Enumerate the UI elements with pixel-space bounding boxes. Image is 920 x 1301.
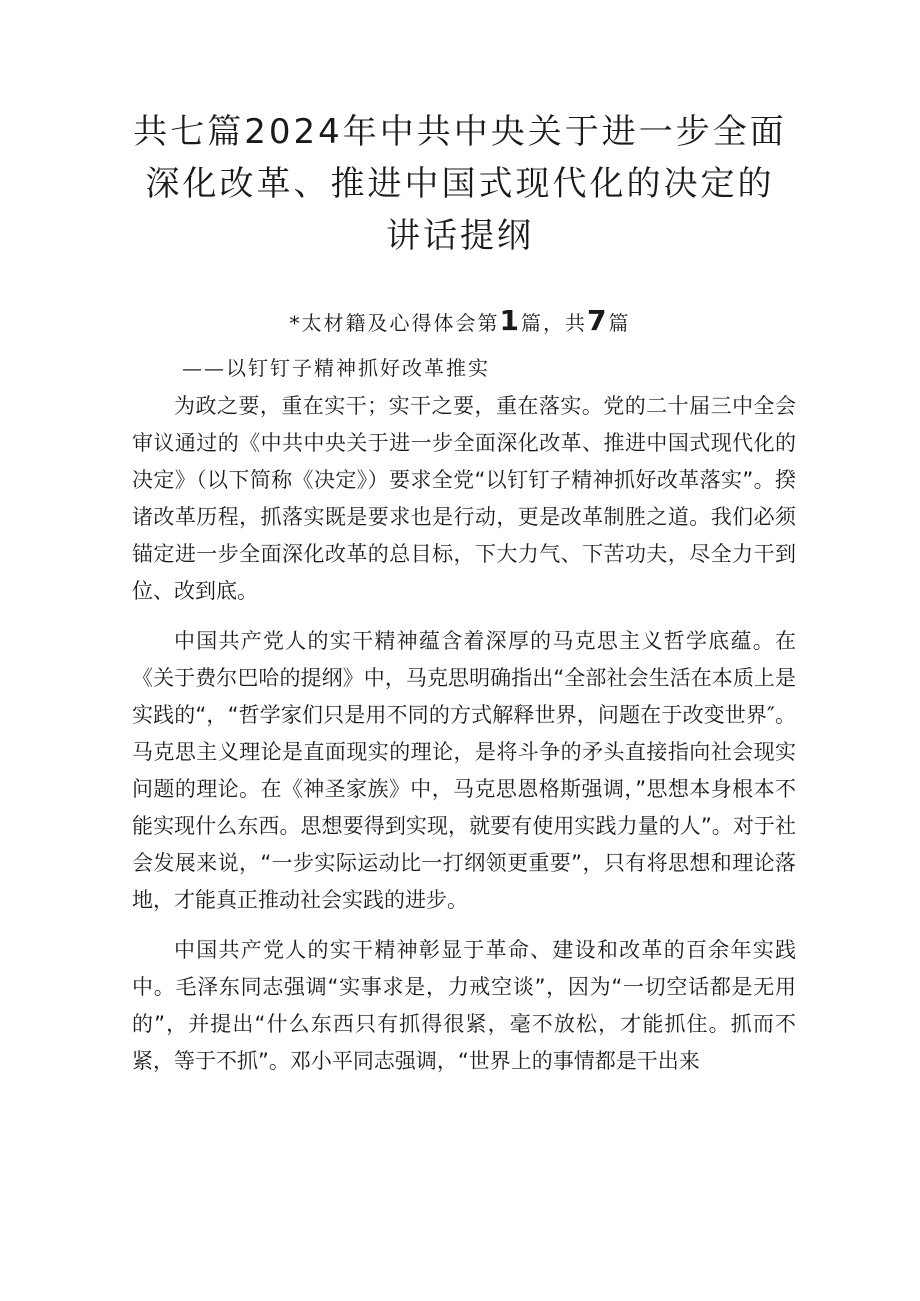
article-subheading: ——以钉钉子精神抓好改革推实: [182, 356, 490, 380]
total-article-number: 7: [587, 304, 609, 337]
body-paragraph: 中国共产党人的实干精神蕴含着深厚的马克思主义哲学底蕴。在《关于费尔巴哈的提纲》中，马克思明确指出“全部社会生活在本质上是实践的“，“哲学家们只是用不同的方式解释世界，问题在于改变世界″。马克思主义理论是直面现实的理论，是将斗争的矛头直接指向社会现实问题的理论。在《神圣家族》中，马克思恩格斯强调，”思想本身根本不能实现什么东西。思想要得到实现，就要有使用实践力量的人”。对于社会发展来说，“一步实际运动比一打纲领更重要”，只有将思想和理论落地，才能真正推动社会实践的进步。: [132, 629, 796, 912]
document-title: 共七篇2024年中共中央关于进一步全面深化改革、推进中国式现代化的决定的讲话提纲: [133, 112, 787, 256]
subtitle-prefix: *太材籍及心得体会第: [289, 311, 500, 335]
article-count-line: [180, 300, 740, 344]
subtitle-middle: 篇，共: [521, 311, 587, 335]
body-paragraph: 为政之要，重在实干；实干之要，重在落实。党的二十届三中全会审议通过的《中共中央关于进一步全面深化改革、推进中国式现代化的决定》（以下简称《决定》）要求全党“以钉钉子精神抓好改革落实”。揆诸改革历程，抓落实既是要求也是行动，更是改革制胜之道。我们必须锚定进一步全面深化改革的总目标，下大力气、下苦功夫，尽全力干到位、改到底。: [132, 394, 796, 603]
article-body: [132, 388, 796, 1093]
subtitle-suffix: 篇: [608, 311, 631, 335]
body-paragraph: 中国共产党人的实干精神彰显于革命、建设和改革的百余年实践中。毛泽东同志强调“实事求是，力戒空谈”，因为“一切空话都是无用的”，并提出“什么东西只有抓得很紧，毫不放松，才能抓住。抓而不紧，等于不抓”。邓小平同志强调，“世界上的事情都是干出来: [132, 938, 796, 1073]
current-article-number: 1: [499, 304, 521, 337]
